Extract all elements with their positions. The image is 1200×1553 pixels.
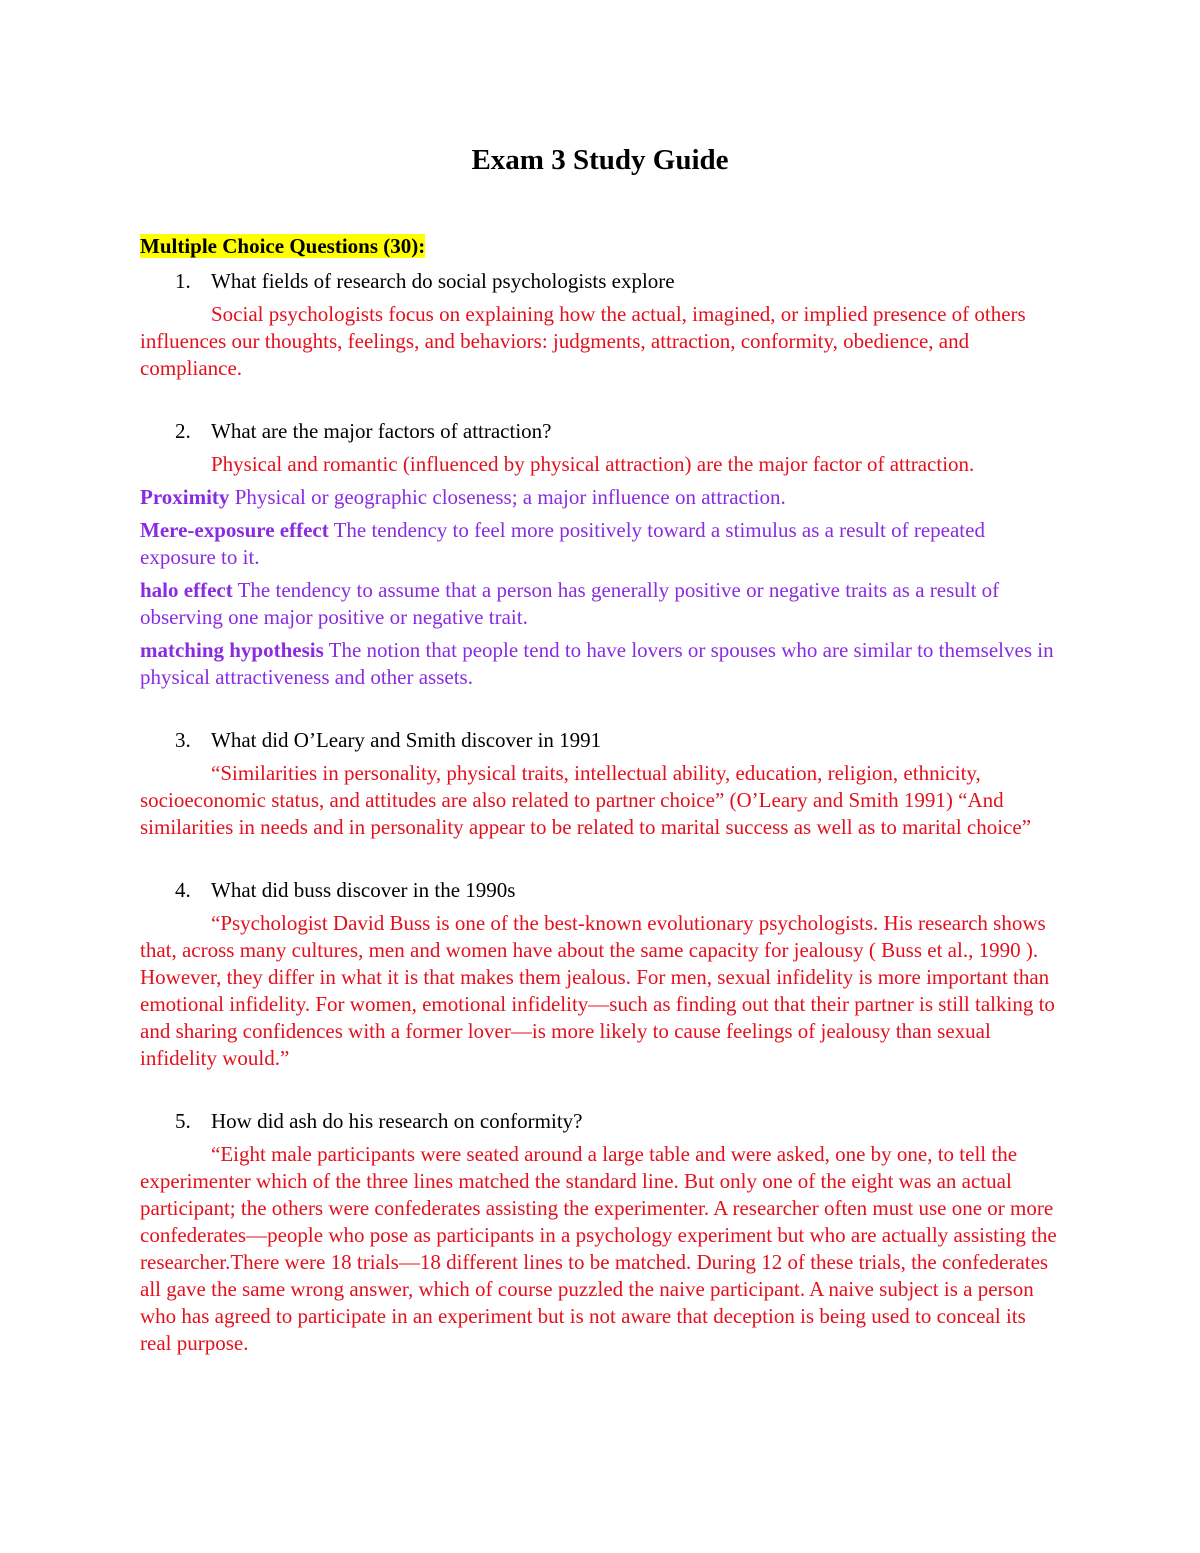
term-definition: The tendency to assume that a person has generally positive or negative traits as a result of observing one major positive or negative trait. [140, 578, 1000, 629]
question-5 [140, 1108, 1060, 1134]
question-text: How did ash do his research on conformity? [211, 1109, 583, 1133]
question-text: What fields of research do social psychologists explore [211, 269, 675, 293]
question-2 [140, 418, 1060, 444]
term-word: halo effect [140, 578, 233, 602]
question-text: What did buss discover in the 1990s [211, 878, 516, 902]
answer-5: “Eight male participants were seated around a large table and were asked, one by one, to tell the experimenter which of the three lines matched the standard line. But only one of the eight was an actual participant; the others were confederates assisting the experimenter. A researcher often must use one or more confederates—people who pose as participants in a psychology experiment but who are actually assisting the researcher.There were 18 trials—18 different lines to be matched. During 12 of these trials, the confederates all gave the same wrong answer, which of course puzzled the naive participant. A naive subject is a person who has agreed to participate in an experiment but is not aware that deception is being used to conceal its real purpose. [140, 1142, 1057, 1355]
question-block-2 [140, 418, 1060, 691]
term-word: Proximity [140, 485, 230, 509]
answer-1: Social psychologists focus on explaining how the actual, imagined, or implied presence of others influences our thoughts, feelings, and behaviors: judgments, attraction, conformity, obedience, and compliance. [140, 302, 1026, 380]
question-4 [140, 877, 1060, 903]
term-proximity [140, 484, 1060, 511]
question-block-4 [140, 877, 1060, 1072]
answer-3: “Similarities in personality, physical traits, intellectual ability, education, religion, ethnicity, socioeconomic status, and attitudes are also related to partner choice” (O’Leary and Smith 1991) “And similarities in needs and in personality appear to be related to marital success as well as to marital choice” [140, 761, 1032, 839]
question-block-5 [140, 1108, 1060, 1357]
term-definition: The tendency to feel more positively toward a stimulus as a result of repeated exposure to it. [140, 518, 985, 569]
question-block-3 [140, 727, 1060, 841]
question-number: 2. [175, 419, 191, 443]
term-matching-hypothesis [140, 637, 1060, 691]
document-title: Exam 3 Study Guide [471, 144, 729, 176]
term-halo-effect [140, 577, 1060, 631]
answer-4: “Psychologist David Buss is one of the best-known evolutionary psychologists. His research shows that, across many cultures, men and women have about the same capacity for jealousy ( Buss et al., 1990 ). However, they differ in what it is that makes them jealous. For men, sexual infidelity is more important than emotional infidelity. For women, emotional infidelity—such as finding out that their partner is still talking to and sharing confidences with a former lover—is more likely to cause feelings of jealousy than sexual infidelity would.” [140, 911, 1055, 1070]
question-number: 1. [175, 269, 191, 293]
question-number: 5. [175, 1109, 191, 1133]
question-text: What are the major factors of attraction? [211, 419, 552, 443]
multiple-choice-heading: Multiple Choice Questions (30): [140, 234, 426, 258]
term-word: Mere-exposure effect [140, 518, 329, 542]
question-1 [140, 268, 1060, 294]
section-heading [140, 234, 1060, 268]
term-definition: The notion that people tend to have lovers or spouses who are similar to themselves in physical attractiveness and other assets. [140, 638, 1054, 689]
answer-2: Physical and romantic (influenced by physical attraction) are the major factor of attraction. [211, 452, 975, 476]
question-number: 4. [175, 878, 191, 902]
question-text: What did O’Leary and Smith discover in 1991 [211, 728, 602, 752]
question-block-1 [140, 268, 1060, 382]
term-word: matching hypothesis [140, 638, 324, 662]
question-number: 3. [175, 728, 191, 752]
term-mere-exposure [140, 517, 1060, 571]
term-definition: Physical or geographic closeness; a major influence on attraction. [229, 485, 786, 509]
question-3 [140, 727, 1060, 753]
